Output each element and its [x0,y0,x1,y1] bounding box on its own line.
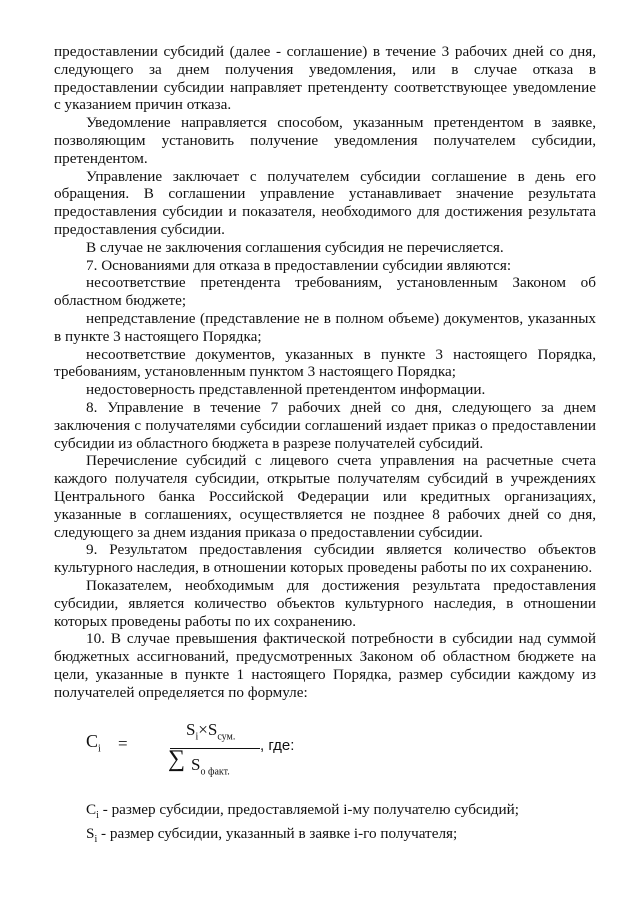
paragraph: 9. Результатом предоставления субсидии является количество объектов культурного наследия, в отношении которых проведены работы по их сохранению. [54,541,596,577]
paragraph: 8. Управление в течение 7 рабочих дней со дня, следующего за днем заключения с получателями субсидии соглашений издает приказ о предоставлении субсидии из областного бюджета в разрезе получателей субсидий. [54,398,596,452]
list-item: несоответствие претендента требованиям, установленным Законом об областном бюджете; [54,274,596,310]
formula-trailing-text: , где: [260,737,295,755]
document-page [54,43,596,849]
paragraph: Показателем, необходимым для достижения результата предоставления субсидии, является количество объектов культурного наследия, в отношении которых проведены работы по их сохранению. [54,576,596,630]
list-item: непредставление (представление не в полном объеме) документов, указанных в пункте 3 настоящего Порядка; [54,309,596,345]
list-item: недостоверность представленной претендентом информации. [86,381,486,399]
paragraph: предоставлении субсидий (далее - соглашение) в течение 3 рабочих дней со дня, следующего за днем получения уведомления, или в случае отказа в предоставлении субсидии направляет претенденту соответствующее уведомление с указанием причин отказа. [54,43,596,114]
formula-denominator: $S_{о факт.}$ [191,755,230,778]
list-item: несоответствие документов, указанных в пункте 3 настоящего Порядка, требованиям, установленным пунктом 3 настоящего Порядка; [54,345,596,381]
formula-equals: = [118,734,128,754]
subsidy-formula [54,715,596,789]
paragraph: 7. Основаниями для отказа в предоставлении субсидии являются: [86,256,512,274]
definition-line: $C_i$ - размер субсидии, предоставляемой i-му получателю субсидий; [86,801,520,822]
definition-line: $S_i$ - размер субсидии, указанный в заявке i-го получателя; [86,825,458,846]
paragraph: В случае не заключения соглашения субсидия не перечисляется. [86,238,504,256]
paragraph: 10. В случае превышения фактической потребности в субсидии над суммой бюджетных ассигнований, предусмотренных Законом об областном бюджете на цели, указанные в пункте 1 настоящего Порядка, размер субсидии каждому из получателей определяется по формуле: [54,630,596,701]
paragraph: Уведомление направляется способом, указанным претендентом в заявке, позволяющим установить получение уведомления получателем субсидии, претендентом. [54,114,596,167]
sigma-symbol: ∑ [168,746,186,773]
formula-numerator: $S_i\times S_{сум.}$ [186,720,236,743]
paragraph: Управление заключает с получателем субсидии соглашение в день его обращения. В соглашении управление устанавливает значение результата предоставления субсидии и показателя, необходимого для достижения результата предоставления субсидии. [54,167,596,238]
formula-lhs: $C_i$ [86,731,101,756]
paragraph: Перечисление субсидий с лицевого счета управления на расчетные счета каждого получателя субсидии, открытые получателям субсидий в учреждениях Центрального банка Российской Федерации или кредитных организациях, указанные в соглашениях, осуществляется не позднее 8 рабочих дней со дня, следующего за днем издания приказа о предоставлении субсидии. [54,452,596,541]
